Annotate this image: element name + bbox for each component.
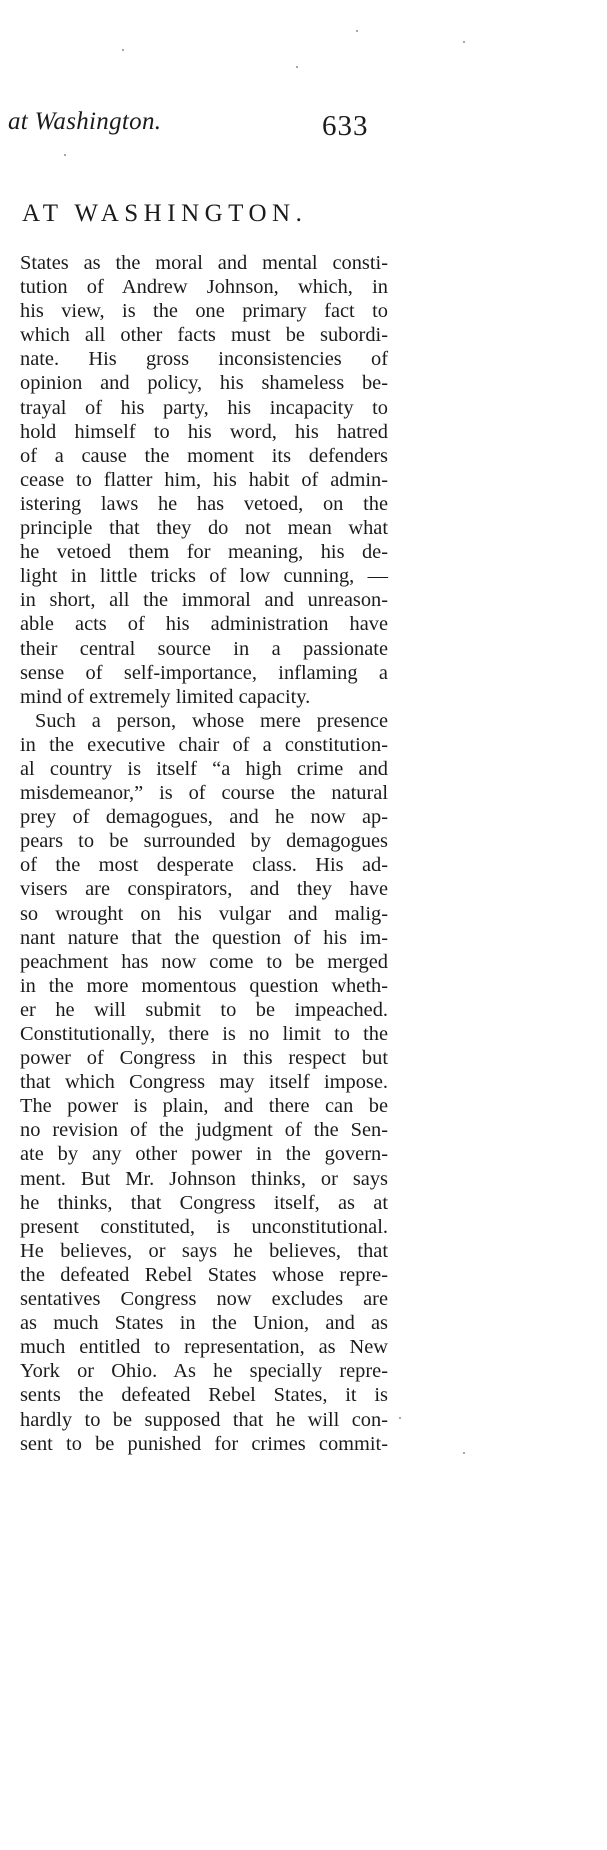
text-line: he vetoed them for meaning, his de- [20,541,388,564]
text-line: principle that they do not mean what [20,517,388,540]
text-line: their central source in a passionate [20,637,388,660]
text-line: trayal of his party, his incapacity to [20,396,388,419]
text-line: York or Ohio. As he specially repre- [20,1360,388,1383]
scan-speck [296,66,298,68]
text-line: States as the moral and mental consti- [20,252,388,274]
text-line: opinion and policy, his shameless be- [20,372,388,395]
text-line: ment. But Mr. Johnson thinks, or says [20,1167,388,1190]
text-line: pears to be surrounded by demagogues [20,830,388,853]
section-heading: AT WASHINGTON. [22,200,308,227]
text-line: prey of demagogues, and he now ap- [20,806,388,829]
text-line: in the executive chair of a constitution- [20,733,388,756]
text-line: he thinks, that Congress itself, as at [20,1191,388,1214]
text-line: in short, all the immoral and unreason- [20,589,388,612]
text-line: his view, is the one primary fact to [20,300,388,323]
text-line: hold himself to his word, his hatred [20,420,388,443]
text-line: nant nature that the question of his im- [20,926,388,949]
page-number: 633 [322,110,369,142]
text-line: sent to be punished for crimes commit- [20,1432,388,1455]
text-line: nate. His gross inconsistencies of [20,348,388,371]
text-line: The power is plain, and there can be [20,1095,388,1118]
text-line: as much States in the Union, and as [20,1312,388,1335]
text-line: present constituted, is unconstitutional. [20,1215,388,1238]
text-line: so wrought on his vulgar and malig- [20,902,388,925]
body-text [20,251,388,1456]
text-line: sents the defeated Rebel States, it is [20,1384,388,1407]
text-line: tution of Andrew Johnson, which, in [20,276,388,299]
text-line: sense of self-importance, inflaming a [20,661,388,684]
text-line: hardly to be supposed that he will con- [20,1408,388,1431]
text-line: ate by any other power in the govern- [20,1143,388,1166]
text-line: of a cause the moment its defenders [20,444,388,467]
text-line: istering laws he has vetoed, on the [20,492,388,515]
text-line-paragraph-start: Such a person, whose mere presence [35,709,388,732]
text-line: peachment has now come to be merged [20,950,388,973]
text-line: visers are conspirators, and they have [20,878,388,901]
scan-speck [122,49,124,51]
text-line: al country is itself “a high crime and [20,757,388,780]
text-line: light in little tricks of low cunning, — [20,565,388,588]
scan-speck [356,30,358,32]
text-line: much entitled to representation, as New [20,1336,388,1359]
text-line: cease to flatter him, his habit of admin- [20,468,388,491]
text-line: power of Congress in this respect but [20,1047,388,1070]
text-line: the defeated Rebel States whose repre- [20,1263,388,1286]
text-line: sentatives Congress now excludes are [20,1288,388,1311]
scan-speck [64,154,66,156]
text-line: He believes, or says he believes, that [20,1239,388,1262]
running-title: at Washington. [8,108,162,135]
text-line: er he will submit to be impeached. [20,998,388,1021]
text-line: no revision of the judgment of the Sen- [20,1119,388,1142]
text-line: misdemeanor,” is of course the natural [20,782,388,805]
text-line: Constitutionally, there is no limit to the [20,1023,388,1045]
scan-speck [399,1417,401,1419]
text-line-paragraph-end: mind of extremely limited capacity. [20,685,311,708]
text-line: able acts of his administration have [20,613,388,636]
text-line: in the more momentous question wheth- [20,974,388,997]
scan-speck [463,41,465,43]
scan-speck [463,1452,465,1454]
text-line: which all other facts must be subordi- [20,324,388,347]
text-line: of the most desperate class. His ad- [20,854,388,877]
text-line: that which Congress may itself impose. [20,1071,388,1094]
